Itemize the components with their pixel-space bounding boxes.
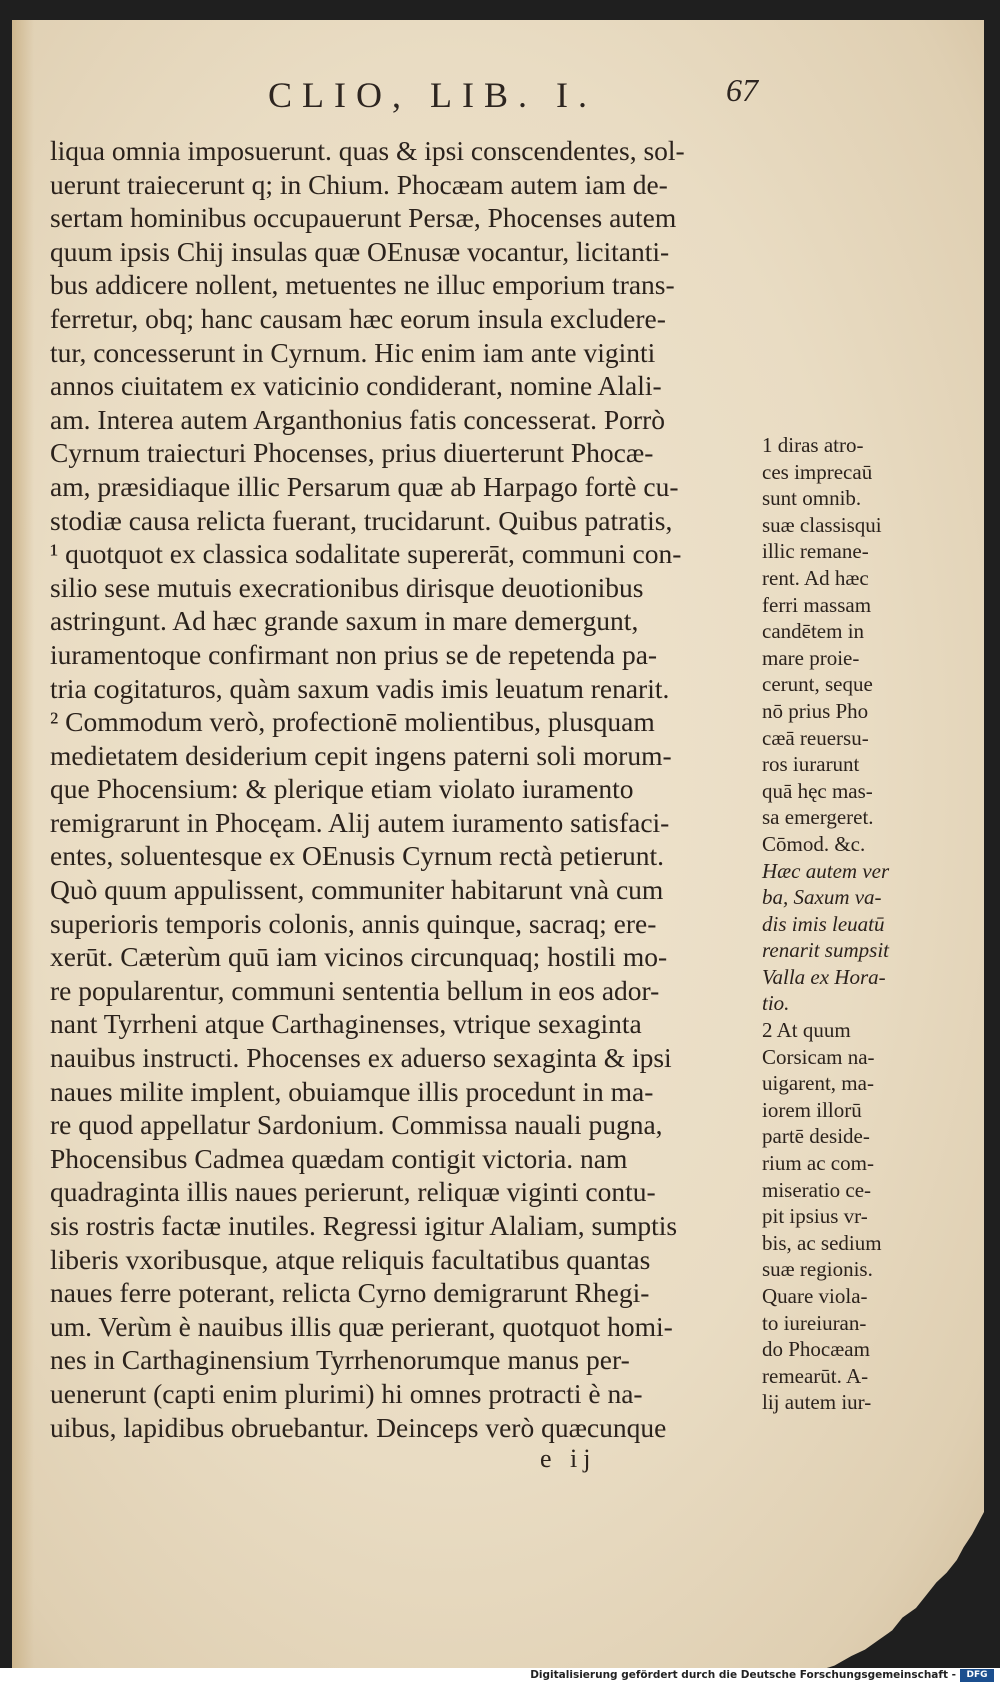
marginal-notes (762, 432, 922, 1416)
main-text-block (50, 134, 760, 1444)
margin-note-line: ces imprecaū (762, 459, 873, 484)
margin-note-line: suæ classisqui (762, 512, 882, 537)
text-line: que Phocensium: & plerique etiam violato iuramento (50, 773, 634, 805)
text-line: naues milite implent, obuiamque illis procedunt in ma- (50, 1075, 654, 1107)
margin-note-line: sunt omnib. (762, 486, 862, 511)
margin-note-line: Cōmod. &c. (762, 831, 866, 856)
margin-note-line: partē deside- (762, 1124, 870, 1149)
text-line: ferretur, obq; hanc causam hæc eorum insula excludere- (50, 302, 666, 334)
text-line: Cyrnum traiecturi Phocenses, prius diuerterunt Phocæ- (50, 437, 654, 469)
torn-page-corner (814, 1512, 984, 1672)
text-line: entes, soluentesque ex OEnusis Cyrnum rectà petierunt. (50, 840, 665, 872)
margin-note-line: illic remane- (762, 539, 869, 564)
text-line: annos ciuitatem ex vaticinio condiderant, nomine Alali- (50, 370, 662, 402)
margin-note-line: dis imis leuatū (762, 911, 885, 936)
margin-note-line: Valla ex Hora- (762, 964, 886, 989)
text-line: Phocensibus Cadmea quædam contigit victoria. nam (50, 1142, 628, 1174)
margin-note-line: mare proie- (762, 645, 860, 670)
text-line: um. Verùm è nauibus illis quæ perierant, quotquot homi- (50, 1310, 673, 1342)
margin-note-line: 2 At quum (762, 1018, 851, 1043)
margin-note-line: tio. (762, 991, 790, 1016)
margin-note-line: pit ipsius vr- (762, 1204, 868, 1229)
margin-note-line: 1 diras atro- (762, 433, 864, 457)
page-gutter-shadow (12, 20, 34, 1672)
margin-note-line: sa emergeret. (762, 805, 874, 830)
digitization-credit: Digitalisierung gefördert durch die Deutsche Forschungsgemeinschaft - (530, 1669, 956, 1681)
margin-note-line: nō prius Pho (762, 698, 869, 723)
text-line: liberis vxoribusque, atque reliquis facultatibus quantas (50, 1243, 651, 1275)
text-line: bus addicere nollent, metuentes ne illuc emporium trans- (50, 269, 675, 301)
margin-note-line: suæ regionis. (762, 1257, 873, 1282)
text-line: silio sese mutuis execrationibus dirisque deuotionibus (50, 571, 644, 603)
text-line: Quò quum appulissent, communiter habitarunt vnà cum (50, 874, 664, 906)
text-line: astringunt. Ad hæc grande saxum in mare demergunt, (50, 605, 639, 637)
text-line: sis rostris factæ inutiles. Regressi igitur Alaliam, sumptis (50, 1210, 678, 1241)
margin-note-line: Corsicam na- (762, 1044, 875, 1069)
margin-note-line: bis, ac sedium (762, 1230, 882, 1255)
text-line: sertam hominibus occupauerunt Persæ, Phocenses autem (50, 202, 677, 234)
text-line: am, præsidiaque illic Persarum quæ ab Harpago fortè cu- (50, 470, 679, 502)
margin-note-line: iorem illorū (762, 1097, 862, 1122)
margin-note-line: to iureiuran- (762, 1310, 867, 1335)
text-line: quadraginta illis naues perierunt, reliquæ viginti contu- (50, 1176, 656, 1208)
text-line: xerūt. Cæterùm quū iam vicinos circunquaq; hostili mo- (50, 941, 668, 973)
margin-note-line: candētem in (762, 619, 865, 644)
margin-note-line: cerunt, seque (762, 672, 873, 697)
text-line: nant Tyrrheni atque Carthaginenses, vtrique sexaginta (50, 1008, 642, 1040)
margin-note-line: do Phocæam (762, 1337, 870, 1362)
margin-note-line: remearūt. A- (762, 1363, 869, 1388)
text-line: tur, concesserunt in Cyrnum. Hic enim iam ante viginti (50, 336, 656, 368)
dfg-logo: DFG (960, 1669, 994, 1682)
margin-note-line: ferri massam (762, 592, 872, 617)
text-line: stodiæ causa relicta fuerant, trucidarunt. Quibus patratis, (50, 504, 673, 536)
margin-note-line: lij autem iur- (762, 1390, 872, 1415)
margin-note-line: miseratio ce- (762, 1177, 872, 1202)
margin-note-line: cæā reuersu- (762, 725, 869, 750)
text-line: re popularentur, communi sententia bellum in eos ador- (50, 974, 660, 1006)
text-line: remigrarunt in Phocęam. Alij autem iuramento satisfaci- (50, 806, 670, 838)
text-line: liqua omnia imposuerunt. quas & ipsi conscendentes, sol- (50, 135, 685, 166)
margin-note-line: uigarent, ma- (762, 1071, 874, 1096)
text-line: nes in Carthaginensium Tyrrhenorumque manus per- (50, 1344, 630, 1376)
text-line: medietatem desiderium cepit ingens paterni soli morum- (50, 739, 672, 771)
page-number: 67 (726, 72, 758, 108)
text-line: superioris temporis colonis, annis quinque, sacraq; ere- (50, 907, 657, 939)
text-line: re quod appellatur Sardonium. Commissa nauali pugna, (50, 1109, 663, 1141)
margin-note-line: ros iurarunt (762, 752, 860, 777)
text-line: nauibus instructi. Phocenses ex aduerso sexaginta & ipsi (50, 1042, 672, 1074)
text-line: uibus, lapidibus obruebantur. Deinceps verò quæcunque (50, 1411, 667, 1443)
margin-note-line: Quare viola- (762, 1284, 868, 1308)
text-line: am. Interea autem Arganthonius fatis concesserat. Porrò (50, 403, 665, 435)
text-line: ² Commodum verò, profectionē molientibus, plusquam (50, 706, 655, 738)
text-line: quum ipsis Chij insulas quæ OEnusæ vocantur, licitanti- (50, 235, 670, 267)
text-line: tria cogitaturos, quàm saxum vadis imis leuatum renarit. (50, 672, 670, 704)
margin-note-line: rent. Ad hæc (762, 565, 869, 590)
margin-note-line: quā hęc mas- (762, 778, 873, 803)
text-line: naues ferre poterant, relicta Cyrno demigrarunt Rhegi- (50, 1277, 650, 1309)
margin-note-line: renarit sumpsit (762, 938, 889, 963)
margin-note-line: Hæc autem ver (762, 858, 890, 883)
margin-note-line: rium ac com- (762, 1151, 874, 1176)
text-line: uerunt traiecerunt q; in Chium. Phocæam autem iam de- (50, 168, 668, 200)
text-line: iuramentoque confirmant non prius se de repetenda pa- (50, 638, 658, 670)
text-line: uenerunt (capti enim plurimi) hi omnes protracti è na- (50, 1377, 643, 1409)
running-title: CLIO, LIB. I. (268, 75, 597, 115)
margin-note-line: ba, Saxum va- (762, 885, 882, 910)
signature-mark: e ij (540, 1444, 597, 1473)
text-line: ¹ quotquot ex classica sodalitate supererāt, communi con- (50, 538, 682, 570)
